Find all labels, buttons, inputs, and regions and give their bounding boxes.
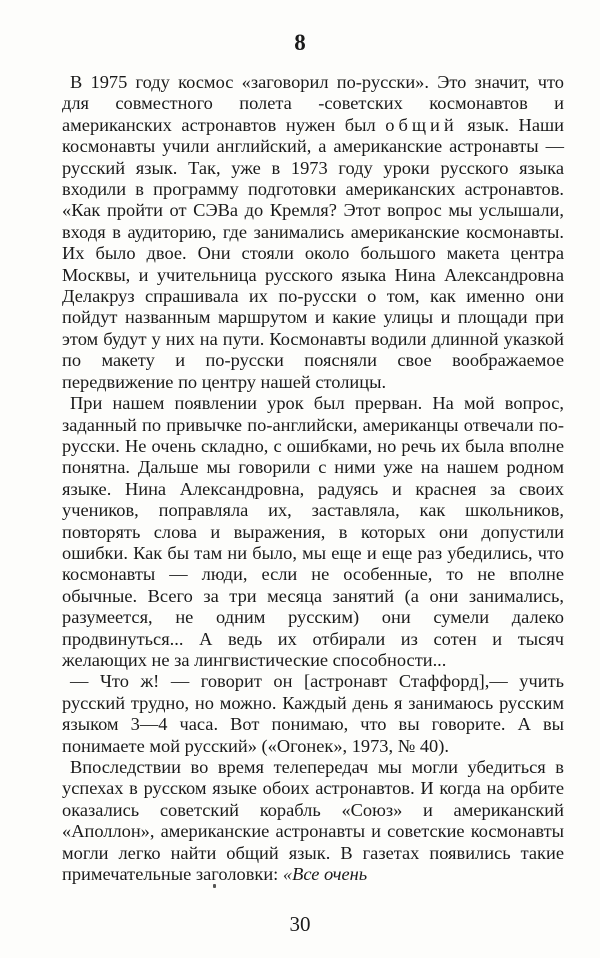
- paragraph-4: [62, 757, 564, 885]
- paragraph-4-italic-tail: «Все очень: [282, 864, 368, 885]
- paragraph-1: [62, 72, 564, 393]
- paragraph-4-text: Впоследствии во время телепередач мы могли убедиться в успехах в русском языке обоих астронавтов. И когда на орбите оказались советский корабль «Союз» и американский «Аполлон», американские астронавты и советские космонавты могли легко найти общий язык. В газетах появились такие примечательные заголовки:: [62, 757, 564, 885]
- chapter-number: 8: [294, 30, 306, 55]
- paragraph-1-spaced-word: общий: [385, 114, 458, 135]
- page-number: 30: [289, 912, 311, 936]
- print-speck: [213, 884, 216, 888]
- paragraph-1-part-b: язык. Наши космонавты учили английский, а американские астронавты — русский язык. Так, уже в 1973 году уроки русского языка входили в программу подготовки американских астронавтов. «Как пройти от СЭВа до Кремля? Этот вопрос мы услышали, входя в аудиторию, где занимались американские космонавты. Их было двое. Они стояли около большого макета центра Москвы, и учительница русского языка Нина Александровна Делакруз спрашивала их по-русски о том, как именно они пойдут названным маршрутом и какие улицы и площади при этом будут у них на пути. Космонавты водили длинной указкой по макету и по-русски поясняли свое воображаемое передвижение по центру нашей столицы.: [62, 114, 564, 392]
- paragraph-1-part-a: В 1975 году космос «заговорил по-русски». Это значит, что для совместного полета ‑советских космонавтов и американских астронавтов нужен был: [62, 72, 564, 135]
- paragraph-3: — Что ж! — говорит он [астронавт Стаффорд],— учить русский трудно, но можно. Каждый день я занимаюсь русским языком 3—4 часа. Вот понимаю, что вы говорите. А вы понимаете мой русский» («Огонек», 1973, № 40).: [62, 671, 564, 756]
- paragraph-2: При нашем появлении урок был прерван. На мой вопрос, заданный по привычке по-английски, американцы отвечали по-русски. Не очень складно, с ошибками, но речь их была вполне понятна. Дальше мы говорили с ними уже на нашем родном языке. Нина Александровна, радуясь и краснея за своих учеников, поправляла их, заставляла, как школьников, повторять слова и выражения, в которых они допустили ошибки. Как бы там ни было, мы еще и еще раз убедились, что космонавты — люди, если не особенные, то не вполне обычные. Всего за три месяца занятий (а они занимались, разумеется, не одним русским) они сумели далеко продвинуться... А ведь их отбирали из сотен и тысяч желающих не за лингвистические способности...: [62, 393, 564, 670]
- body-text: [62, 72, 564, 885]
